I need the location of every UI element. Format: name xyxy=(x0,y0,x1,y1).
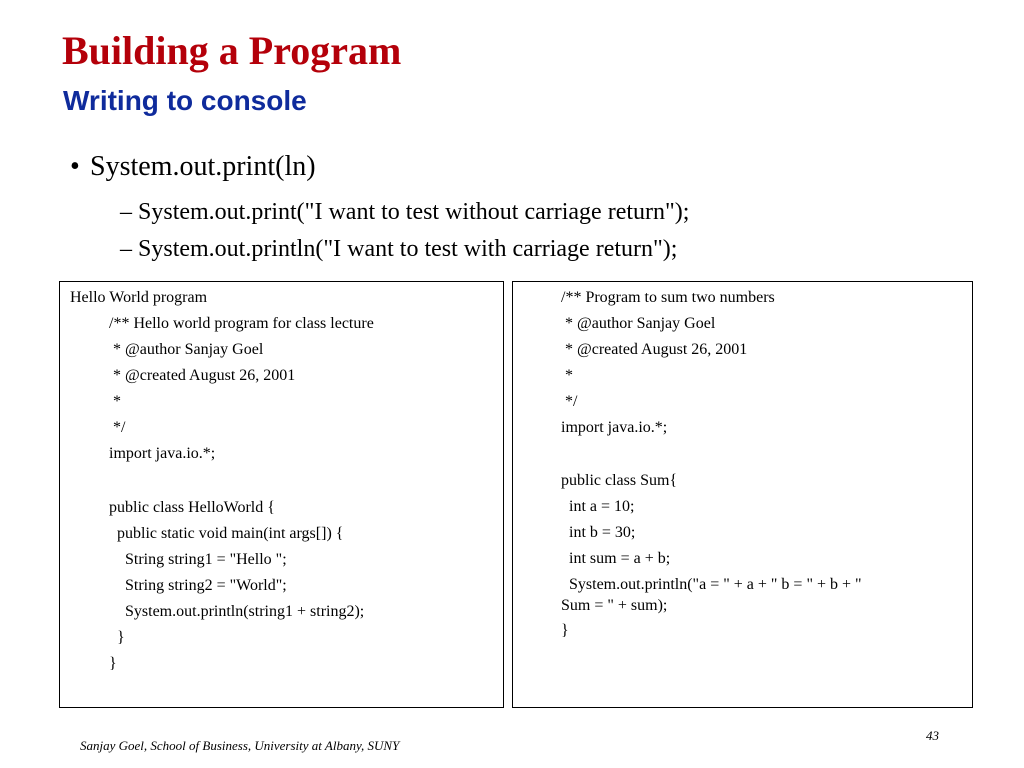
bullet-item xyxy=(70,150,316,184)
sub-bullet-item: – System.out.println("I want to test with carriage return"); xyxy=(120,236,678,262)
code-line: int a = 10; xyxy=(561,498,635,515)
code-line: int b = 30; xyxy=(561,524,636,541)
hello-world-code-box xyxy=(59,281,504,708)
code-line: /** Hello world program for class lecture xyxy=(109,315,374,332)
code-line: } xyxy=(109,655,117,672)
slide-title: Building a Program xyxy=(62,28,402,73)
code-line: /** Program to sum two numbers xyxy=(561,289,775,306)
page-number: 43 xyxy=(926,728,939,743)
code-line: import java.io.*; xyxy=(561,419,668,436)
code-line: } xyxy=(561,622,569,639)
slide-subtitle: Writing to console xyxy=(63,85,307,116)
code-line: System.out.println(string1 + string2); xyxy=(109,603,365,620)
code-line: public class HelloWorld { xyxy=(109,499,275,516)
code-line: public static void main(int args[]) { xyxy=(109,525,344,542)
code-line: public class Sum{ xyxy=(561,472,678,489)
sub-bullet-list xyxy=(120,194,689,268)
code-line: String string2 = "World"; xyxy=(109,577,287,594)
code-line: String string1 = "Hello "; xyxy=(109,551,287,568)
code-line: * @created August 26, 2001 xyxy=(109,367,296,384)
code-line: } xyxy=(109,629,125,646)
code-line: */ xyxy=(561,393,578,410)
code-line: import java.io.*; xyxy=(109,445,216,462)
code-line: * xyxy=(109,393,121,410)
code-line: * xyxy=(561,367,573,384)
code-line: * @created August 26, 2001 xyxy=(561,341,748,358)
code-line: */ xyxy=(109,419,126,436)
bullet-marker: • xyxy=(70,151,80,182)
code-line: * @author Sanjay Goel xyxy=(561,315,716,332)
code-line: Sum = " + sum); xyxy=(561,597,668,614)
code-line: Hello World program xyxy=(70,289,208,306)
code-line: System.out.println("a = " + a + " b = " + b + " xyxy=(561,576,862,593)
bullet-text: System.out.print(ln) xyxy=(90,151,316,182)
sub-bullet-item: – System.out.print("I want to test without carriage return"); xyxy=(120,199,690,225)
footer-author: Sanjay Goel, School of Business, University at Albany, SUNY xyxy=(80,738,400,753)
code-line: int sum = a + b; xyxy=(561,550,671,567)
sum-code-box xyxy=(512,281,973,708)
code-line: * @author Sanjay Goel xyxy=(109,341,264,358)
